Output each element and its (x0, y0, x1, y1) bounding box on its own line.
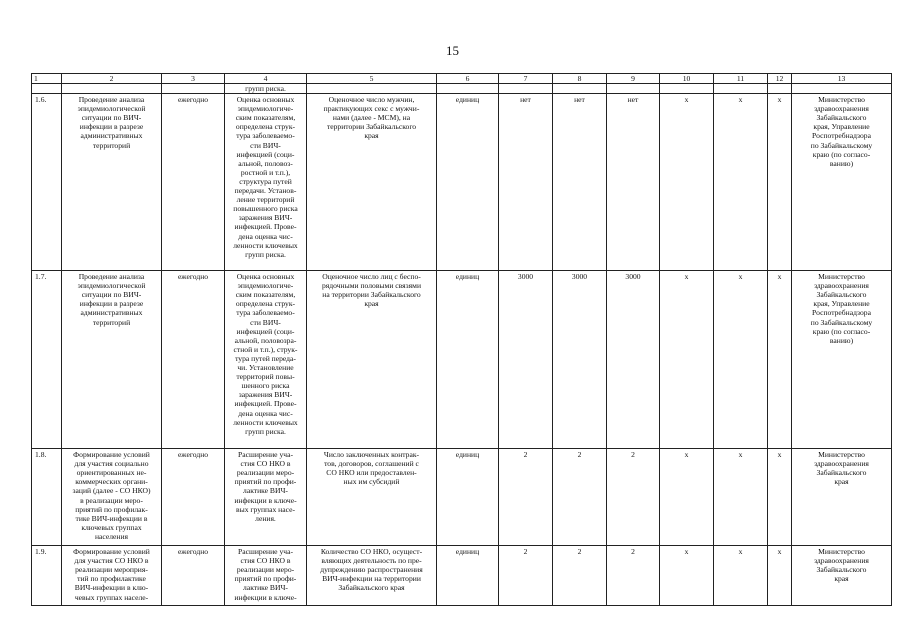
result-line: эпидемиологиче- (237, 281, 294, 291)
result-line: реализации меро- (236, 565, 295, 575)
executor-text: Министерство здравоохранения Забайкальского края, Управление Роспотребнадзора по Забайкальскому краю (по согласо- ванию) (810, 272, 873, 345)
unit-cell (437, 94, 499, 271)
table-row (32, 94, 892, 271)
result-line: стной и т.п.), струк- (233, 344, 298, 354)
item-number-text: 1.9. (35, 547, 47, 557)
expected-result-cell (225, 546, 307, 606)
header-cell: 9 (607, 74, 660, 84)
result-line: ления. (255, 513, 276, 523)
value-cell (553, 449, 607, 546)
result-line: групп риска. (245, 426, 286, 436)
value-cell (768, 271, 792, 449)
value-cell (768, 94, 792, 271)
result-line: групп риска. (245, 249, 286, 259)
expected-result-cell (225, 94, 307, 271)
unit-text: единиц (455, 95, 480, 105)
value-text: 2 (631, 547, 635, 557)
item-number-text: 1.7. (35, 272, 47, 282)
value-cell (768, 449, 792, 546)
result-line: ленности ключевых (233, 240, 298, 250)
expected-result-cell (225, 271, 307, 449)
unit-cell (437, 449, 499, 546)
result-line: ростной и т.п.), (240, 167, 291, 177)
unit-text: единиц (455, 450, 480, 460)
result-line: альной, половозра- (234, 335, 297, 345)
event-name-text: Проведение анализа эпидемиологической ситуации по ВИЧ- инфекции в разрезе административных территорий (77, 272, 146, 327)
result-line: ским показателям, (235, 113, 296, 123)
table-row (32, 271, 892, 449)
header-cell: 5 (307, 74, 437, 84)
executor-text: Министерство здравоохранения Забайкальского края, Управление Роспотребнадзора по Забайкальскому краю (по согласо- ванию) (810, 95, 873, 168)
result-line: Расширение уча- (238, 547, 293, 557)
result-line: определена струк- (235, 299, 296, 309)
result-line: шенного риска (241, 381, 290, 391)
value-text: 3000 (517, 272, 534, 282)
result-line: инфекции в ключе- (234, 495, 297, 505)
value-text: нет (627, 95, 639, 105)
indicator-cell (307, 94, 437, 271)
result-line: стия СО НКО в (240, 459, 291, 469)
period-text: ежегодно (177, 547, 209, 557)
value-text: х (684, 95, 689, 105)
result-line: сти ВИЧ- (250, 317, 281, 327)
executor-cell (792, 546, 892, 606)
result-line: ление территорий (236, 195, 295, 205)
value-text: 3000 (571, 272, 588, 282)
result-line: альной, половоз- (238, 158, 293, 168)
value-text: 2 (631, 450, 635, 460)
result-line: приятий по профи- (234, 477, 297, 487)
indicator-text: Оценочное число мужчин, практикующих секс с мужчи- нами (далее - МСМ), на территории Забайкальского края (323, 95, 420, 141)
result-line: территорий повы- (236, 372, 295, 382)
continuation-text: групп риска. (225, 84, 307, 94)
result-line: инфекцией (соци- (236, 149, 295, 159)
indicator-text: Оценочное число лиц с беспо- рядочными половыми связями на территории Забайкальского края (321, 272, 422, 309)
period-cell (162, 449, 225, 546)
period-cell (162, 271, 225, 449)
result-line: ленности ключевых (233, 417, 298, 427)
value-text: х (777, 272, 782, 282)
value-cell (607, 449, 660, 546)
result-line: заражения ВИЧ- (238, 390, 293, 400)
value-cell (499, 271, 553, 449)
value-cell (714, 546, 768, 606)
value-cell (607, 546, 660, 606)
value-cell (660, 449, 714, 546)
result-line: дена оценка чис- (238, 408, 293, 418)
value-text: х (777, 547, 782, 557)
result-line: приятий по профи- (234, 574, 297, 584)
executor-cell (792, 449, 892, 546)
result-line: определена струк- (235, 122, 296, 132)
value-text: х (684, 547, 689, 557)
result-line: тура заболеваемо- (236, 131, 295, 141)
event-name-text: Формирование условий для участия СО НКО в реализации мероприя- тий по профилактике ВИЧ-инфекции в клю- чевых группах населе- (73, 547, 150, 602)
unit-text: единиц (455, 547, 480, 557)
indicator-text: Число заключенных контрак- тов, договоров, соглашений с СО НКО или предоставлен- ных им субсидий (323, 450, 420, 487)
event-name-text: Формирование условий для участия социально ориентированных не- коммерческих органи- заций (далее - СО НКО) в реализации меро- приятий по профилак- тике ВИЧ-инфекции в ключевых группах населения (72, 450, 151, 541)
value-text: нет (574, 95, 585, 105)
result-line: чи. Установление (237, 363, 294, 373)
value-cell (768, 546, 792, 606)
value-cell (499, 546, 553, 606)
header-cell: 6 (437, 74, 499, 84)
value-cell (499, 94, 553, 271)
item-number-cell (32, 449, 62, 546)
result-line: вых группах насе- (236, 504, 295, 514)
value-cell (499, 449, 553, 546)
unit-cell (437, 271, 499, 449)
executor-cell (792, 94, 892, 271)
item-number-cell (32, 271, 62, 449)
header-cell: 3 (162, 74, 225, 84)
page-number: 15 (446, 43, 459, 58)
period-cell (162, 94, 225, 271)
table-row (32, 546, 892, 606)
result-line: структура путей (239, 176, 292, 186)
item-number-cell (32, 546, 62, 606)
unit-cell (437, 546, 499, 606)
table-row (32, 449, 892, 546)
value-cell (714, 449, 768, 546)
value-text: х (684, 272, 689, 282)
result-line: лактике ВИЧ- (243, 486, 288, 496)
value-cell (660, 94, 714, 271)
value-text: нет (520, 95, 531, 105)
result-line: ским показателям, (235, 290, 296, 300)
executor-text: Министерство здравоохранения Забайкальского края (814, 547, 869, 584)
value-text: 2 (523, 547, 528, 557)
result-line: тура заболеваемо- (236, 308, 295, 318)
expected-result-cell (225, 449, 307, 546)
value-text: х (738, 547, 743, 557)
value-text: 3000 (625, 272, 641, 282)
result-line: инфекцией. Прове- (234, 222, 297, 232)
continuation-row (32, 84, 892, 94)
header-cell: 11 (714, 74, 768, 84)
result-line: повышенного риска (233, 204, 298, 214)
value-text: х (777, 450, 782, 460)
header-cell: 8 (553, 74, 607, 84)
item-number-text: 1.6. (35, 95, 47, 105)
column-number-header-row (32, 74, 892, 84)
value-text: 2 (523, 450, 528, 460)
value-cell (607, 94, 660, 271)
value-cell (714, 271, 768, 449)
value-cell (553, 271, 607, 449)
item-number-text: 1.8. (35, 450, 47, 460)
header-cell: 10 (660, 74, 714, 84)
header-cell: 12 (768, 74, 792, 84)
item-number-cell (32, 94, 62, 271)
unit-text: единиц (455, 272, 480, 282)
value-cell (660, 546, 714, 606)
header-cell: 1 (32, 74, 62, 84)
value-text: х (738, 95, 743, 105)
result-line: стия СО НКО в (240, 556, 291, 566)
period-cell (162, 546, 225, 606)
result-line: лактике ВИЧ- (243, 583, 288, 593)
value-text: 2 (577, 450, 582, 460)
header-cell: 2 (62, 74, 162, 84)
result-line: дена оценка чис- (238, 231, 293, 241)
header-cell: 4 (225, 74, 307, 84)
period-text: ежегодно (177, 272, 209, 282)
result-line: инфекции в ключе- (234, 592, 297, 602)
result-line: сти ВИЧ- (250, 140, 281, 150)
value-text: 2 (577, 547, 582, 557)
value-cell (607, 271, 660, 449)
event-name-cell (62, 449, 162, 546)
header-cell: 7 (499, 74, 553, 84)
result-line: инфекцией. Прове- (234, 399, 297, 409)
event-name-text: Проведение анализа эпидемиологической ситуации по ВИЧ- инфекции в разрезе административных территорий (77, 95, 146, 150)
event-name-cell (62, 546, 162, 606)
indicator-text: Количество СО НКО, осущест- вляющих деятельность по пре- дупреждению распространения ВИЧ-инфекции на территории Забайкальского края (320, 547, 423, 593)
executor-cell (792, 271, 892, 449)
result-line: эпидемиологиче- (237, 104, 294, 114)
indicator-cell (307, 449, 437, 546)
value-cell (660, 271, 714, 449)
result-line: инфекцией (соци- (236, 326, 295, 336)
period-text: ежегодно (177, 450, 209, 460)
value-cell (553, 546, 607, 606)
result-line: передачи. Установ- (234, 186, 297, 196)
value-cell (553, 94, 607, 271)
event-name-cell (62, 94, 162, 271)
value-cell (714, 94, 768, 271)
measures-table (31, 73, 892, 606)
value-text: х (684, 450, 689, 460)
result-line: Расширение уча- (238, 450, 293, 460)
header-cell: 13 (792, 74, 892, 84)
result-line: Оценка основных (236, 272, 295, 282)
value-text: х (777, 95, 782, 105)
result-line: заражения ВИЧ- (238, 213, 293, 223)
indicator-cell (307, 271, 437, 449)
result-line: тура путей переда- (235, 353, 296, 363)
result-line: Оценка основных (236, 95, 295, 105)
value-text: х (738, 272, 743, 282)
period-text: ежегодно (177, 95, 209, 105)
executor-text: Министерство здравоохранения Забайкальского края (814, 450, 869, 487)
event-name-cell (62, 271, 162, 449)
value-text: х (738, 450, 743, 460)
result-line: реализации меро- (236, 468, 295, 478)
indicator-cell (307, 546, 437, 606)
